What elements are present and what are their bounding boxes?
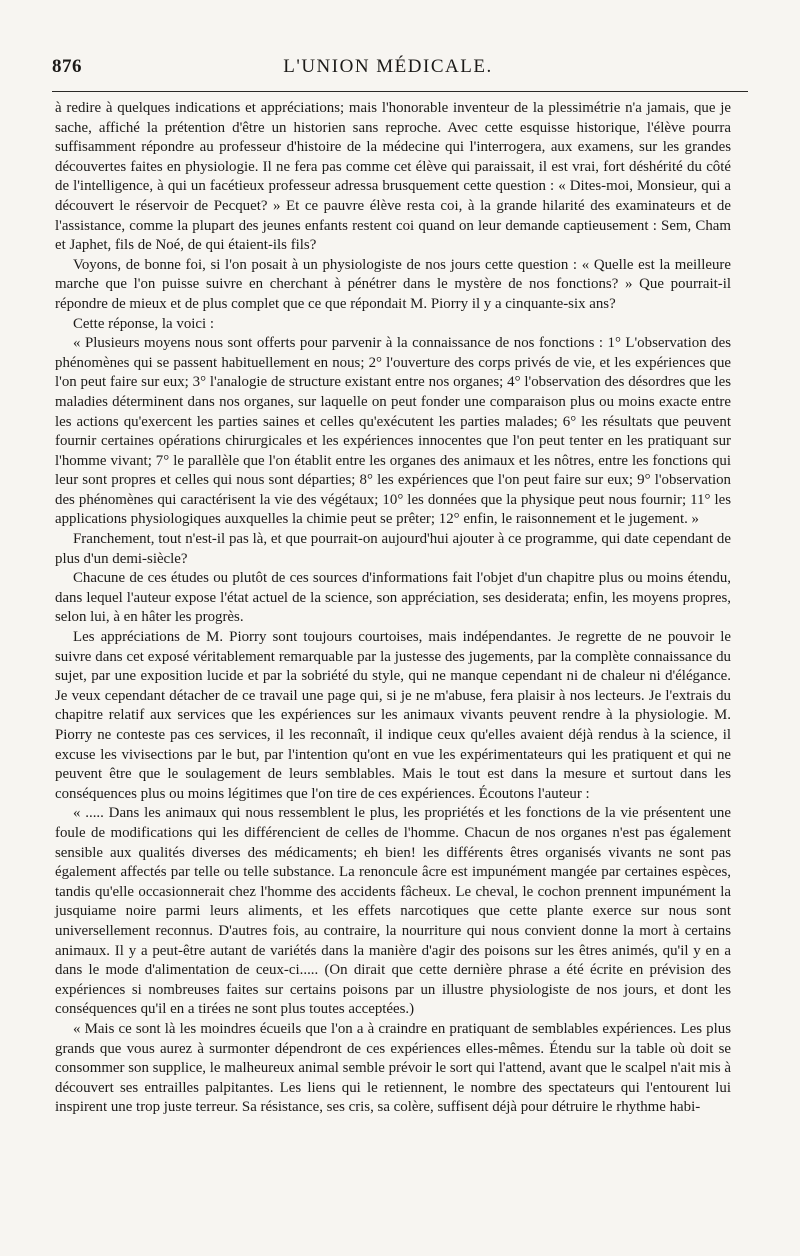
paragraph-2: Voyons, de bonne foi, si l'on posait à un physiologiste de nos jours cette question : « Quelle est la meilleure marche que l'on puisse suivre en cherchant à pénétrer dans le mystère de nos fonctions? » Que pourrait-il répondre de mieux et de plus complet que ce que répondait M. Piorry il y a cinquante-six ans? (55, 256, 731, 312)
page-number: 876 (52, 56, 82, 77)
paragraph-4: Franchement, tout n'est-il pas là, et que pourrait-on aujourd'hui ajouter à ce programme, qui date cependant de plus d'un demi-siècle? (55, 531, 731, 567)
paragraph-1: à redire à quelques indications et appréciations; mais l'honorable inventeur de la plessimétrie n'a jamais, que je sache, affiché la prétention d'être un historien sans reproche. Avec cette esquisse historique, l'élève pourra suffisamment répondre au professeur d'histoire de la médecine qui l'interrogera, aux examens, sur les grandes découvertes faites en physiologie. Il ne fera pas comme cet élève qui paraissait, il est vrai, fort déshérité du côté de l'intelligence, à qui un facétieux professeur adressa brusquement cette question : « Dites-moi, Monsieur, qui a découvert le réservoir de Pecquet? » Et ce pauvre élève resta coi, à la grande hilarité des examinateurs et de l'assistance, comme la plupart des jeunes enfants restent coi quand on leur demande captieusement : Sem, Cham et Japhet, fils de Noé, de qui étaient-ils fils? (55, 100, 731, 254)
paragraph-3: Cette réponse, la voici : (73, 315, 215, 332)
quote-paragraph-1: « Plusieurs moyens nous sont offerts pour parvenir à la connaissance de nos fonctions : 1° L'observation des phénomènes qui se passent habituellement en nous; 2° l'ouverture des corps privés de vie, et les expériences que l'on peut faire sur eux; 3° l'analogie de structure existant entre nos organes; 4° l'observation des désordres que les maladies déterminent dans nos organes, sur laquelle on peut fonder une comparaison plus ou moins exacte entre les actions qu'exercent les parties saines et celles qu'exécutent les parties malades; 6° les résultats que peuvent fournir certaines opérations chirurgicales et les expériences innocentes que l'on peut tenter en les pratiquant sur l'homme vivant; 7° le parallèle que l'on établit entre les organes des animaux et les nôtres, entre les fonctions qui leur sont propres et celles qui nous sont départies; 8° les expériences que l'on peut faire sur eux; 9° l'observation des phénomènes qui caractérisent la vie des végétaux; 10° les données que la physique peut nous fournir; 11° les applications physiologiques auxquelles la chimie peut se prêter; 12° enfin, le raisonnement et le jugement. » (55, 335, 731, 528)
quote-paragraph-2: « ..... Dans les animaux qui nous ressemblent le plus, les propriétés et les fonctions de la vie présentent une foule de modifications qui les différencient de celles de l'homme. Chacun de nos organes n'est pas également sensible aux qualités diverses des médicaments; eh bien! les différents êtres organisés vivants ne sont pas également affectés par telle ou telle substance. La renoncule âcre est impunément mangée par certaines espèces, tandis qu'elle occasionnerait chez l'homme des accidents fâcheux. Le cheval, le cochon prennent impunément la jusquiame noire parmi leurs aliments, et les effets narcotiques que cette plante exerce sur nous sont universellement reconnus. D'autres fois, au contraire, la nourriture qui nous convient donne la mort à certains animaux. Il y a peut-être autant de variétés dans la manière d'agir des poisons sur les êtres animés, qu'il y en a dans le mode d'alimentation de ceux-ci..... (On dirait que cette dernière phrase a été écrite en prévision des expériences si nombreuses faites sur certains poisons par un illustre physiologiste de nos jours, et dont les conséquences qu'il en a tirées ne sont plus toutes acceptées.) (55, 805, 731, 1018)
page-header (52, 56, 724, 84)
article-body (55, 99, 731, 1118)
quote-paragraph-3: « Mais ce sont là les moindres écueils que l'on a à craindre en pratiquant de semblables expériences. Les plus grands que vous aurez à surmonter dépendront de ces expériences elles-mêmes. Étendu sur la table où doit se consommer son supplice, le malheureux animal semble prévoir le sort qui l'attend, avant que le scalpel n'ait mis à découvert ses entrailles palpitantes. Les liens qui le retiennent, le nombre des spectateurs qui l'entourent lui inspirent une trop juste terreur. Sa résistance, ses cris, sa colère, suffisent déjà pour détruire le rhythme habi- (55, 1020, 731, 1116)
paragraph-6: Les appréciations de M. Piorry sont toujours courtoises, mais indépendantes. Je regrette de ne pouvoir le suivre dans cet exposé véritablement remarquable par la justesse des jugements, par la complète connaissance du sujet, par une exposition lucide et par la sobriété du style, qui ne manque cependant ni de chaleur ni d'élégance. Je veux cependant détacher de ce travail une page qui, si je ne m'abuse, fera plaisir à nos lecteurs. Je l'extrais du chapitre relatif aux services que les expériences sur les animaux vivants peuvent rendre à la physiologie. M. Piorry ne conteste pas ces services, il les reconnaît, il indique ceux qu'elles avaient déjà rendus à la science, il excuse les vivisections par le but, par l'intention qu'ont en vue les expérimentateurs qui les pratiquent et qui ne peuvent être que le soulagement de leurs semblables. Mais le tout est dans la mesure et surtout dans les conséquences plus ou moins légitimes que l'on tire de ces expériences. Écoutons l'auteur : (55, 629, 731, 802)
running-title: L'UNION MÉDICALE. (283, 56, 493, 77)
paragraph-5: Chacune de ces études ou plutôt de ces sources d'informations fait l'objet d'un chapitre plus ou moins étendu, dans lequel l'auteur expose l'état actuel de la science, son appréciation, ses desiderata; enfin, les moyens propres, selon lui, à en hâter les progrès. (55, 570, 731, 626)
header-rule (52, 91, 748, 92)
